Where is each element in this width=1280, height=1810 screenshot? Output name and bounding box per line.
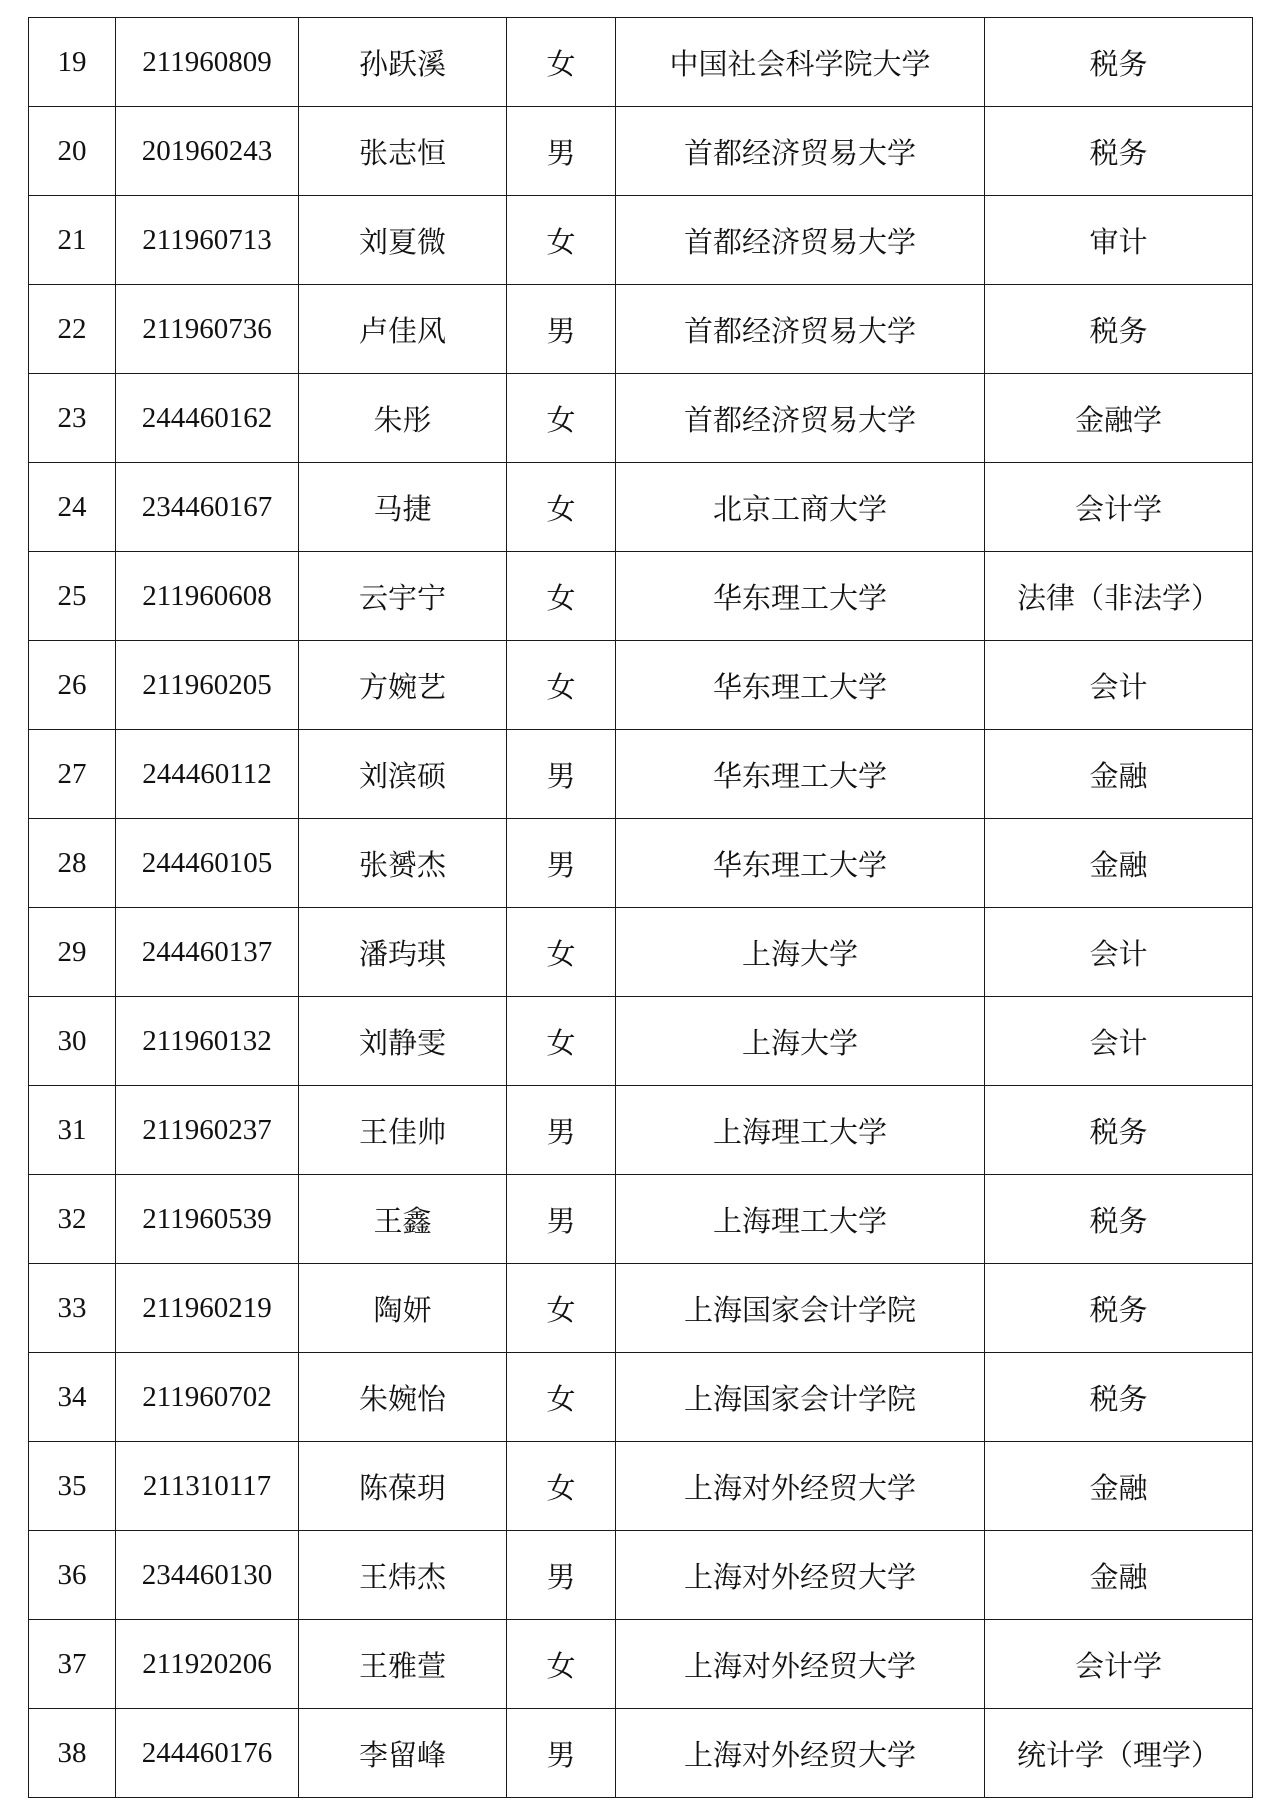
cell-gender: 女 [507,374,616,463]
cell-major: 金融学 [985,374,1253,463]
table-row [29,1086,1253,1175]
cell-exam-id: 211960702 [116,1353,299,1442]
cell-gender: 男 [507,1531,616,1620]
cell-school: 北京工商大学 [616,463,985,552]
cell-school: 首都经济贸易大学 [616,374,985,463]
cell-name: 王炜杰 [299,1531,507,1620]
table-row [29,1709,1253,1798]
cell-name: 刘滨硕 [299,730,507,819]
table-row [29,18,1253,107]
cell-school: 上海国家会计学院 [616,1264,985,1353]
cell-exam-id: 201960243 [116,107,299,196]
cell-name: 马捷 [299,463,507,552]
cell-gender: 男 [507,730,616,819]
table-row [29,285,1253,374]
cell-exam-id: 234460130 [116,1531,299,1620]
cell-name: 刘静雯 [299,997,507,1086]
cell-gender: 男 [507,285,616,374]
cell-exam-id: 244460162 [116,374,299,463]
cell-exam-id: 211920206 [116,1620,299,1709]
table-row [29,641,1253,730]
table-row [29,730,1253,819]
cell-major: 税务 [985,1175,1253,1264]
table-row [29,1264,1253,1353]
cell-major: 税务 [985,285,1253,374]
cell-name: 王雅萱 [299,1620,507,1709]
cell-school: 华东理工大学 [616,730,985,819]
cell-major: 会计 [985,908,1253,997]
cell-major: 会计 [985,997,1253,1086]
cell-name: 朱婉怡 [299,1353,507,1442]
cell-major: 税务 [985,1264,1253,1353]
table-row [29,107,1253,196]
cell-exam-id: 211960539 [116,1175,299,1264]
cell-exam-id: 211960205 [116,641,299,730]
cell-number: 23 [29,374,116,463]
cell-major: 会计学 [985,1620,1253,1709]
table-row [29,1353,1253,1442]
table-row [29,1531,1253,1620]
table-row [29,1620,1253,1709]
cell-school: 华东理工大学 [616,552,985,641]
cell-major: 税务 [985,107,1253,196]
cell-major: 金融 [985,819,1253,908]
cell-name: 王佳帅 [299,1086,507,1175]
cell-school: 上海大学 [616,908,985,997]
cell-number: 38 [29,1709,116,1798]
cell-gender: 女 [507,997,616,1086]
cell-school: 上海国家会计学院 [616,1353,985,1442]
cell-exam-id: 211960237 [116,1086,299,1175]
cell-school: 上海对外经贸大学 [616,1709,985,1798]
cell-school: 上海对外经贸大学 [616,1442,985,1531]
cell-name: 王鑫 [299,1175,507,1264]
cell-number: 24 [29,463,116,552]
cell-number: 33 [29,1264,116,1353]
cell-gender: 男 [507,1709,616,1798]
applicant-table [28,17,1253,1798]
cell-exam-id: 211960809 [116,18,299,107]
table-row [29,908,1253,997]
cell-major: 金融 [985,1442,1253,1531]
cell-number: 22 [29,285,116,374]
cell-school: 上海对外经贸大学 [616,1531,985,1620]
cell-school: 上海理工大学 [616,1086,985,1175]
cell-gender: 女 [507,196,616,285]
cell-number: 35 [29,1442,116,1531]
cell-name: 陶妍 [299,1264,507,1353]
table-row [29,374,1253,463]
cell-number: 34 [29,1353,116,1442]
cell-exam-id: 211960608 [116,552,299,641]
cell-number: 30 [29,997,116,1086]
cell-exam-id: 244460105 [116,819,299,908]
cell-number: 28 [29,819,116,908]
cell-major: 税务 [985,18,1253,107]
cell-exam-id: 211960132 [116,997,299,1086]
cell-major: 金融 [985,730,1253,819]
cell-major: 税务 [985,1353,1253,1442]
cell-gender: 女 [507,1353,616,1442]
cell-name: 卢佳风 [299,285,507,374]
table-row [29,997,1253,1086]
cell-gender: 女 [507,1264,616,1353]
cell-exam-id: 234460167 [116,463,299,552]
cell-major: 统计学（理学） [985,1709,1253,1798]
cell-major: 税务 [985,1086,1253,1175]
cell-school: 中国社会科学院大学 [616,18,985,107]
cell-exam-id: 211960736 [116,285,299,374]
table-row [29,1175,1253,1264]
cell-number: 36 [29,1531,116,1620]
cell-exam-id: 244460137 [116,908,299,997]
cell-gender: 女 [507,641,616,730]
cell-gender: 男 [507,819,616,908]
cell-exam-id: 211960713 [116,196,299,285]
table-body [29,18,1253,1798]
table-row [29,196,1253,285]
cell-school: 上海大学 [616,997,985,1086]
cell-gender: 女 [507,908,616,997]
cell-school: 首都经济贸易大学 [616,285,985,374]
cell-gender: 女 [507,463,616,552]
cell-school: 上海理工大学 [616,1175,985,1264]
cell-school: 首都经济贸易大学 [616,196,985,285]
cell-gender: 女 [507,552,616,641]
cell-major: 会计学 [985,463,1253,552]
cell-name: 方婉艺 [299,641,507,730]
cell-major: 金融 [985,1531,1253,1620]
cell-exam-id: 211310117 [116,1442,299,1531]
table-row [29,463,1253,552]
cell-number: 29 [29,908,116,997]
cell-number: 26 [29,641,116,730]
table-row [29,552,1253,641]
cell-gender: 女 [507,1620,616,1709]
cell-name: 潘玙琪 [299,908,507,997]
cell-number: 19 [29,18,116,107]
cell-name: 张赟杰 [299,819,507,908]
cell-school: 上海对外经贸大学 [616,1620,985,1709]
cell-number: 37 [29,1620,116,1709]
cell-exam-id: 244460176 [116,1709,299,1798]
cell-number: 31 [29,1086,116,1175]
cell-number: 32 [29,1175,116,1264]
cell-exam-id: 244460112 [116,730,299,819]
cell-name: 刘夏微 [299,196,507,285]
cell-name: 张志恒 [299,107,507,196]
cell-name: 李留峰 [299,1709,507,1798]
table-row [29,1442,1253,1531]
cell-gender: 女 [507,1442,616,1531]
cell-major: 法律（非法学） [985,552,1253,641]
cell-exam-id: 211960219 [116,1264,299,1353]
cell-school: 华东理工大学 [616,641,985,730]
cell-number: 27 [29,730,116,819]
cell-school: 华东理工大学 [616,819,985,908]
cell-gender: 男 [507,107,616,196]
cell-name: 孙跃溪 [299,18,507,107]
cell-name: 朱彤 [299,374,507,463]
cell-gender: 女 [507,18,616,107]
table-row [29,819,1253,908]
cell-number: 21 [29,196,116,285]
cell-gender: 男 [507,1175,616,1264]
cell-name: 陈葆玥 [299,1442,507,1531]
cell-major: 审计 [985,196,1253,285]
cell-name: 云宇宁 [299,552,507,641]
cell-school: 首都经济贸易大学 [616,107,985,196]
cell-major: 会计 [985,641,1253,730]
cell-gender: 男 [507,1086,616,1175]
cell-number: 25 [29,552,116,641]
cell-number: 20 [29,107,116,196]
